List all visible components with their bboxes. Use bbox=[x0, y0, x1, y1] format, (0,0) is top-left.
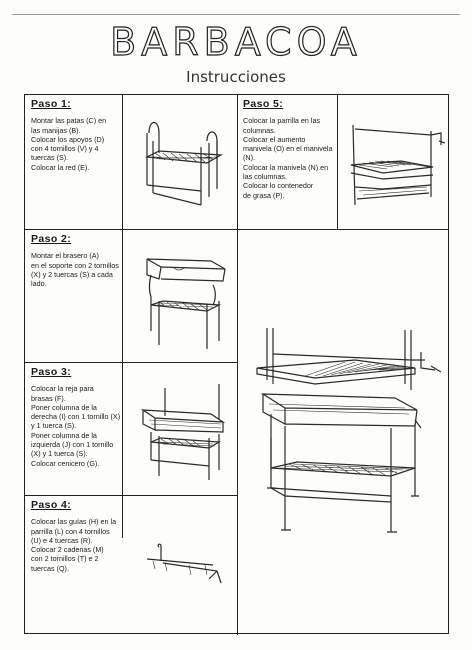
grid-line bbox=[25, 229, 237, 230]
step-5 bbox=[243, 100, 335, 200]
step-4 bbox=[31, 501, 123, 573]
instructions-grid bbox=[24, 94, 449, 634]
step-1 bbox=[31, 100, 119, 172]
step-4-text: Colocar las guías (H) en la parrilla (L) con 4 tornillos (U) e 4 tuercas (R). Colocar 2 cadenas (M) con 2 tornillos (T) e 2 tuercas (Q). bbox=[31, 517, 117, 573]
step-5-text: Colocar la parrilla en las columnas. Colocar el aumento manivela (O) en el manivela (N). Colocar la manivela (N) en las columnas. Colocar lo contenedor de grasa (P). bbox=[243, 116, 333, 200]
step-3 bbox=[31, 368, 123, 468]
step1-frame-with-grid-illustration bbox=[137, 113, 225, 213]
grid-line bbox=[337, 95, 338, 229]
document-subtitle: Instrucciones bbox=[186, 68, 286, 86]
step-4-heading: Paso 4: bbox=[31, 499, 72, 511]
step-1-heading: Paso 1: bbox=[31, 98, 72, 110]
top-rule bbox=[12, 14, 460, 15]
grid-line bbox=[25, 362, 237, 363]
grid-line bbox=[25, 495, 237, 496]
step5-grill-on-columns-illustration bbox=[343, 115, 445, 211]
grid-line bbox=[237, 229, 449, 230]
step3-columns-and-ash-tray-illustration bbox=[137, 380, 229, 490]
step-3-heading: Paso 3: bbox=[31, 366, 72, 378]
step-5-heading: Paso 5: bbox=[243, 98, 284, 110]
assembled-barbecue-illustration bbox=[245, 320, 445, 535]
step-2 bbox=[31, 235, 123, 288]
step2-brazier-on-stand-illustration bbox=[137, 245, 229, 355]
step-2-text: Montar el brasero (A) en el soporte con 2 tornillos (X) y 2 tuercas (S) a cada lado. bbox=[31, 251, 119, 289]
step-2-heading: Paso 2: bbox=[31, 233, 72, 245]
step-3-text: Colocar la reja para brasas (F). Poner columna de la derecha (I) con 1 tornillo (X) y 1 tuerca (S). Poner columna de la izquierda (J) con 1 tornillo (X) y 1 tuerca (S). Colocar cenicero (G). bbox=[31, 384, 121, 468]
step4-chains-and-guides-illustration bbox=[143, 535, 227, 595]
grid-line bbox=[237, 95, 238, 635]
document-title: BARBACOA bbox=[110, 20, 362, 64]
step-1-text: Montar las patas (C) en las manijas (B). Colocar los apoyos (D) con 4 tornillos (V) y 4 tuercas (S). Colocar la red (E). bbox=[31, 116, 107, 172]
grid-line bbox=[122, 95, 123, 538]
